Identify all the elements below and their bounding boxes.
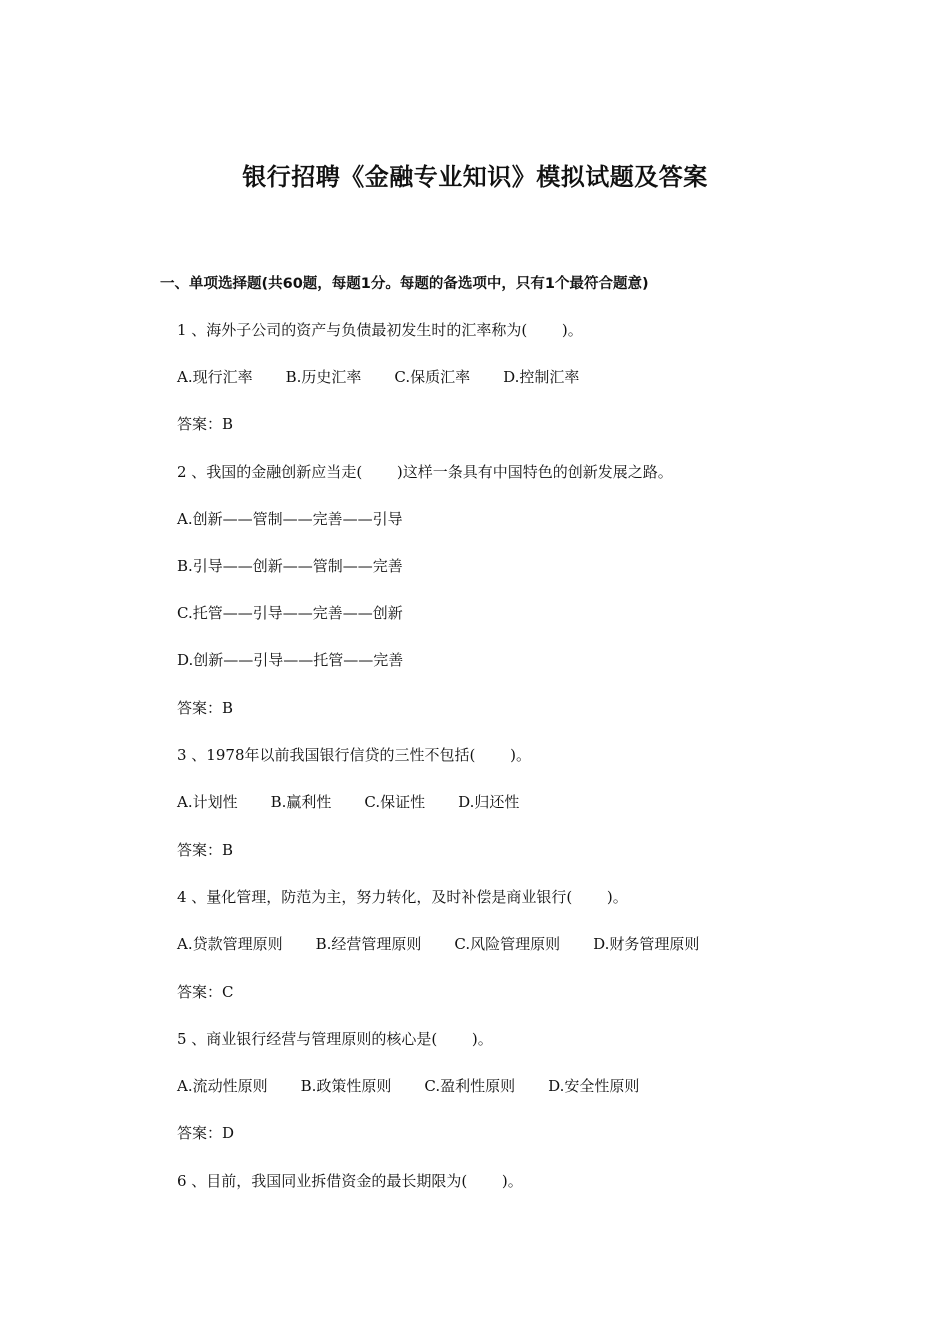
option-c: C.风险管理原则	[454, 935, 561, 953]
option-d: D.安全性原则	[548, 1077, 640, 1095]
option-a: A.现行汇率	[177, 368, 253, 386]
option-d: D.归还性	[458, 793, 520, 811]
option-d: D.创新——引导——托管——完善	[177, 651, 404, 669]
question-1-options	[177, 366, 579, 388]
option-c: C.保证性	[364, 793, 426, 811]
question-1-stem: 1 、海外子公司的资产与负债最初发生时的汇率称为( )。	[177, 321, 583, 339]
option-a: A.创新——管制——完善——引导	[177, 510, 403, 528]
question-3-stem: 3 、1978年以前我国银行信贷的三性不包括( )。	[177, 746, 531, 764]
section-heading: 一、单项选择题(共60题，每题1分。每题的备选项中，只有1个最符合题意)	[160, 276, 649, 292]
document-title: 银行招聘《金融专业知识》模拟试题及答案	[242, 163, 708, 191]
option-c: C.盈利性原则	[424, 1077, 516, 1095]
option-b: B.经营管理原则	[315, 935, 422, 953]
question-1-answer: 答案：B	[177, 415, 234, 433]
question-6-stem: 6 、目前，我国同业拆借资金的最长期限为( )。	[177, 1172, 523, 1190]
question-2-answer: 答案：B	[177, 699, 234, 717]
question-5-options	[177, 1075, 639, 1097]
question-4-answer: 答案：C	[177, 983, 234, 1001]
option-a: A.流动性原则	[177, 1077, 268, 1095]
option-b: B.引导——创新——管制——完善	[177, 557, 403, 575]
question-2-stem: 2 、我国的金融创新应当走( )这样一条具有中国特色的创新发展之路。	[177, 463, 673, 481]
option-b: B.历史汇率	[285, 368, 362, 386]
question-4-options	[177, 933, 699, 955]
option-d: D.财务管理原则	[593, 935, 700, 953]
question-3-options	[177, 791, 519, 813]
option-a: A.贷款管理原则	[177, 935, 283, 953]
option-b: B.政策性原则	[300, 1077, 392, 1095]
question-5-answer: 答案：D	[177, 1124, 235, 1142]
option-c: C.保质汇率	[394, 368, 471, 386]
question-5-stem: 5 、商业银行经营与管理原则的核心是( )。	[177, 1030, 493, 1048]
option-d: D.控制汇率	[503, 368, 580, 386]
option-a: A.计划性	[177, 793, 238, 811]
option-b: B.赢利性	[270, 793, 332, 811]
question-4-stem: 4 、量化管理，防范为主，努力转化，及时补偿是商业银行( )。	[177, 888, 628, 906]
option-c: C.托管——引导——完善——创新	[177, 604, 403, 622]
question-3-answer: 答案：B	[177, 841, 234, 859]
